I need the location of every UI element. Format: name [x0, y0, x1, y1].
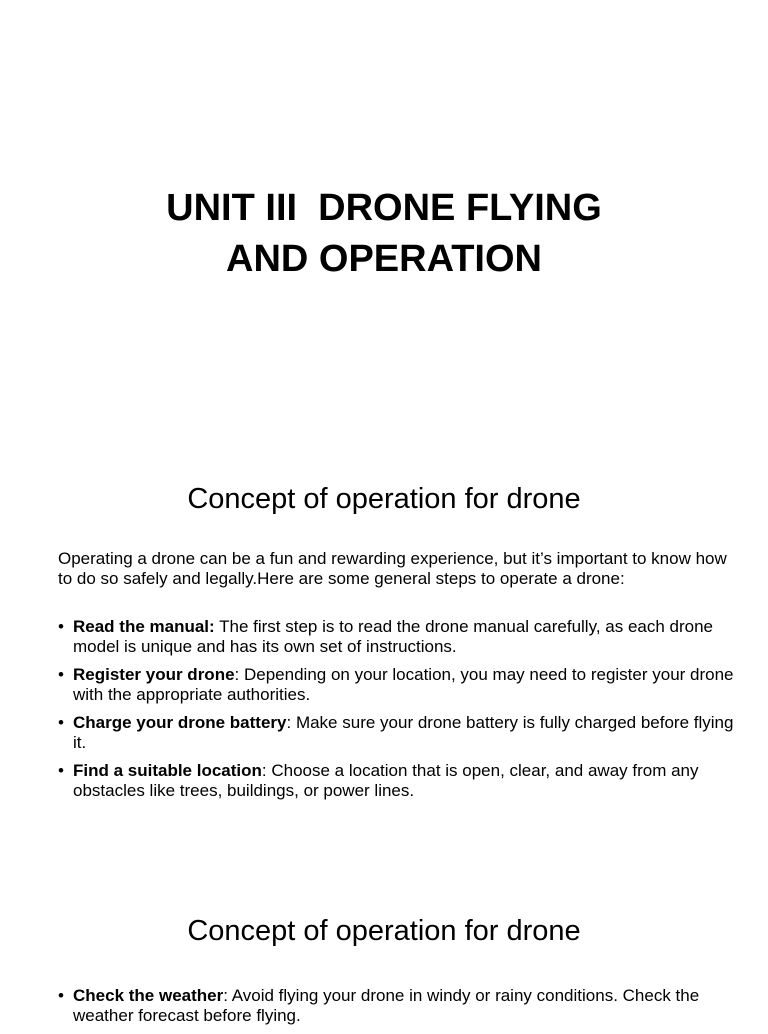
- step-text: The first step is to read the drone manual carefully, as each drone model is unique and has its own set of instructions.: [73, 617, 714, 656]
- step-title: Charge your drone battery: [73, 713, 287, 732]
- step-title: Check the weather: [73, 986, 224, 1005]
- list-item: [58, 665, 748, 705]
- title-slide: [0, 183, 768, 285]
- bullet-icon: •: [58, 986, 64, 1005]
- step-text: : Depending on your location, you may need to register your drone with the appropriate authorities.: [73, 665, 734, 704]
- step-text: : Avoid flying your drone in windy or rainy conditions. Check the weather forecast before flying.: [73, 986, 700, 1025]
- steps-list: [58, 617, 748, 809]
- slide-title-line-1: UNIT III DRONE FLYING: [166, 187, 602, 229]
- list-item: [58, 713, 748, 753]
- slide-title-line-2: AND OPERATION: [226, 238, 542, 280]
- step-text: : Choose a location that is open, clear, and away from any obstacles like trees, buildings, or power lines.: [73, 761, 699, 800]
- list-item: [58, 617, 748, 657]
- bullet-icon: •: [58, 713, 64, 732]
- step-title: Register your drone: [73, 665, 235, 684]
- step-title: Read the manual:: [73, 617, 215, 636]
- bullet-icon: •: [58, 617, 64, 636]
- list-item: [58, 761, 748, 801]
- steps-list: [58, 986, 748, 1034]
- step-text: : Make sure your drone battery is fully charged before flying it.: [73, 713, 734, 752]
- bullet-icon: •: [58, 665, 64, 684]
- list-item: [58, 986, 748, 1026]
- intro-paragraph: Operating a drone can be a fun and rewarding experience, but it’s important to know how to do so safely and legally.Here are some general steps to operate a drone:: [58, 549, 727, 588]
- step-title: Find a suitable location: [73, 761, 262, 780]
- bullet-icon: •: [58, 761, 64, 780]
- section-heading: Concept of operation for drone: [187, 483, 581, 515]
- section-heading: Concept of operation for drone: [187, 915, 581, 947]
